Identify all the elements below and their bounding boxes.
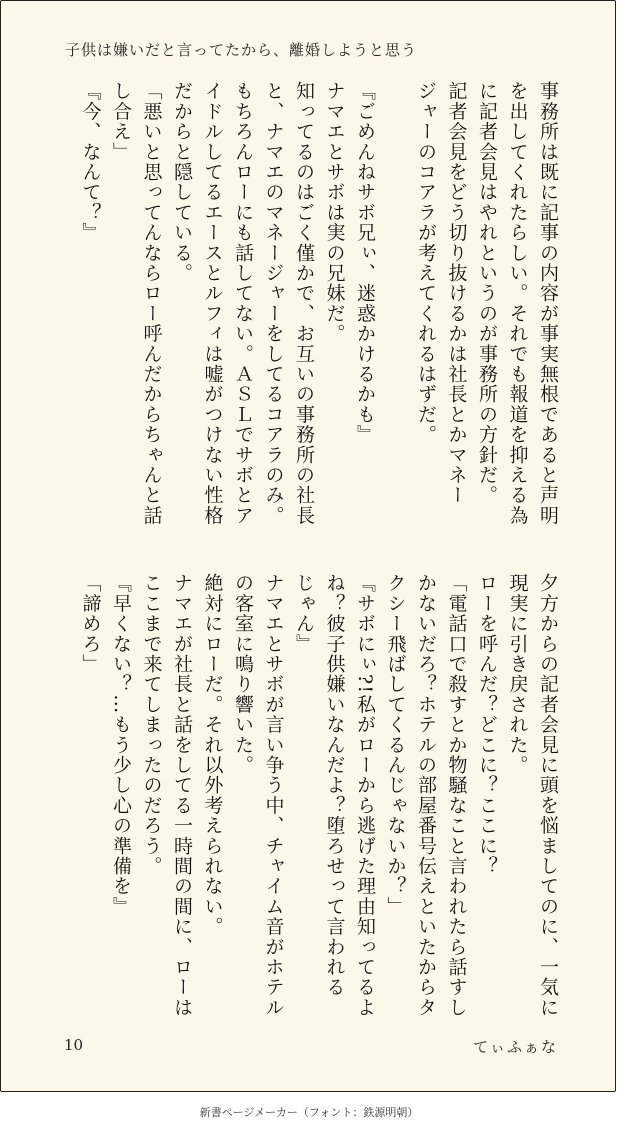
text-line: 『ごめんねサボ兄ぃ、迷惑かけるかも』 [354,81,376,445]
page-number: 10 [64,1036,84,1054]
text-line: ナマエとサボが言い争う中、チャイム音がホテル [262,573,285,1018]
text-line: の客室に鳴り響いた。 [232,573,254,775]
text-line: じゃん』 [293,573,315,654]
text-line: 知ってるのはごく僅かで、お互いの事務所の社長 [293,81,315,526]
text-line: ローを呼んだ？どこに？ここに？ [476,573,498,876]
text-line: 『早くない？…もう少し心の準備を』 [110,573,132,917]
author-name: てぃふぁな [473,1038,558,1056]
text-line [380,81,411,531]
text-line: かないだろ？ホテルの部屋番号伝えといたからタ [415,573,437,1018]
text-line: 夕方からの記者会見に頭を悩ましてのに、一気に [537,573,559,1018]
text-line: もちろんローにも話してない。ＡＳＬでサボとア [232,81,254,526]
text-line: ナマエが社長と話をしてる一時間の間に、ローは [171,573,193,1018]
text-line: 「電話口で殺すとか物騒なこと言われたら話すし [445,573,468,1018]
text-line: 『サボにぃ?!私がローから逃げた理由知ってるよ [354,573,376,1018]
text-line: し合え」 [110,81,132,162]
chapter-title: 子供は嫌いだと言ってたから、離婚しようと思う [65,41,418,59]
text-line: ジャーのコアラが考えてくれるはずだ。 [415,81,437,445]
text-line: 「悪いと思ってんならロー呼んだからちゃんと話 [140,81,163,526]
text-line: イドルしてるエースとルフィは嘘がつけない性格 [201,81,224,526]
text-line: 絶対にローだ。それ以外考えられない。 [201,573,224,937]
text-line: 現実に引き戻された。 [506,573,529,775]
text-line: 記者会見をどう切り抜けるかは社長とかマネー [445,81,468,506]
text-line: 『今、なんて？』 [79,81,102,243]
text-line: ここまで来てしまったのだろう。 [140,573,163,876]
footer-credit: 新書ページメーカー（フォント：鉄源明朝） [199,1106,419,1119]
text-line: 事務所は既に記事の内容が事実無根であると声明 [537,81,559,526]
text-line: ナマエとサボは実の兄妹だ。 [323,81,346,344]
text-line: に記者会見はやれというのが事務所の方針だ。 [476,81,498,506]
text-line: を出してくれたらしい。それでも報道を抑える為 [506,81,529,526]
text-line: だからと隠している。 [171,81,193,283]
lower-text-block [75,573,563,1023]
text-line: クシー飛ばしてくるんじゃないか？」 [384,573,407,917]
text-line: と、ナマエのマネージャーをしてるコアラのみ。 [262,81,285,526]
text-line: 「諦めろ」 [79,573,102,674]
upper-text-block [75,81,563,531]
text-line: ね？彼子供嫌いなんだよ？堕ろせって言われる [323,573,346,998]
